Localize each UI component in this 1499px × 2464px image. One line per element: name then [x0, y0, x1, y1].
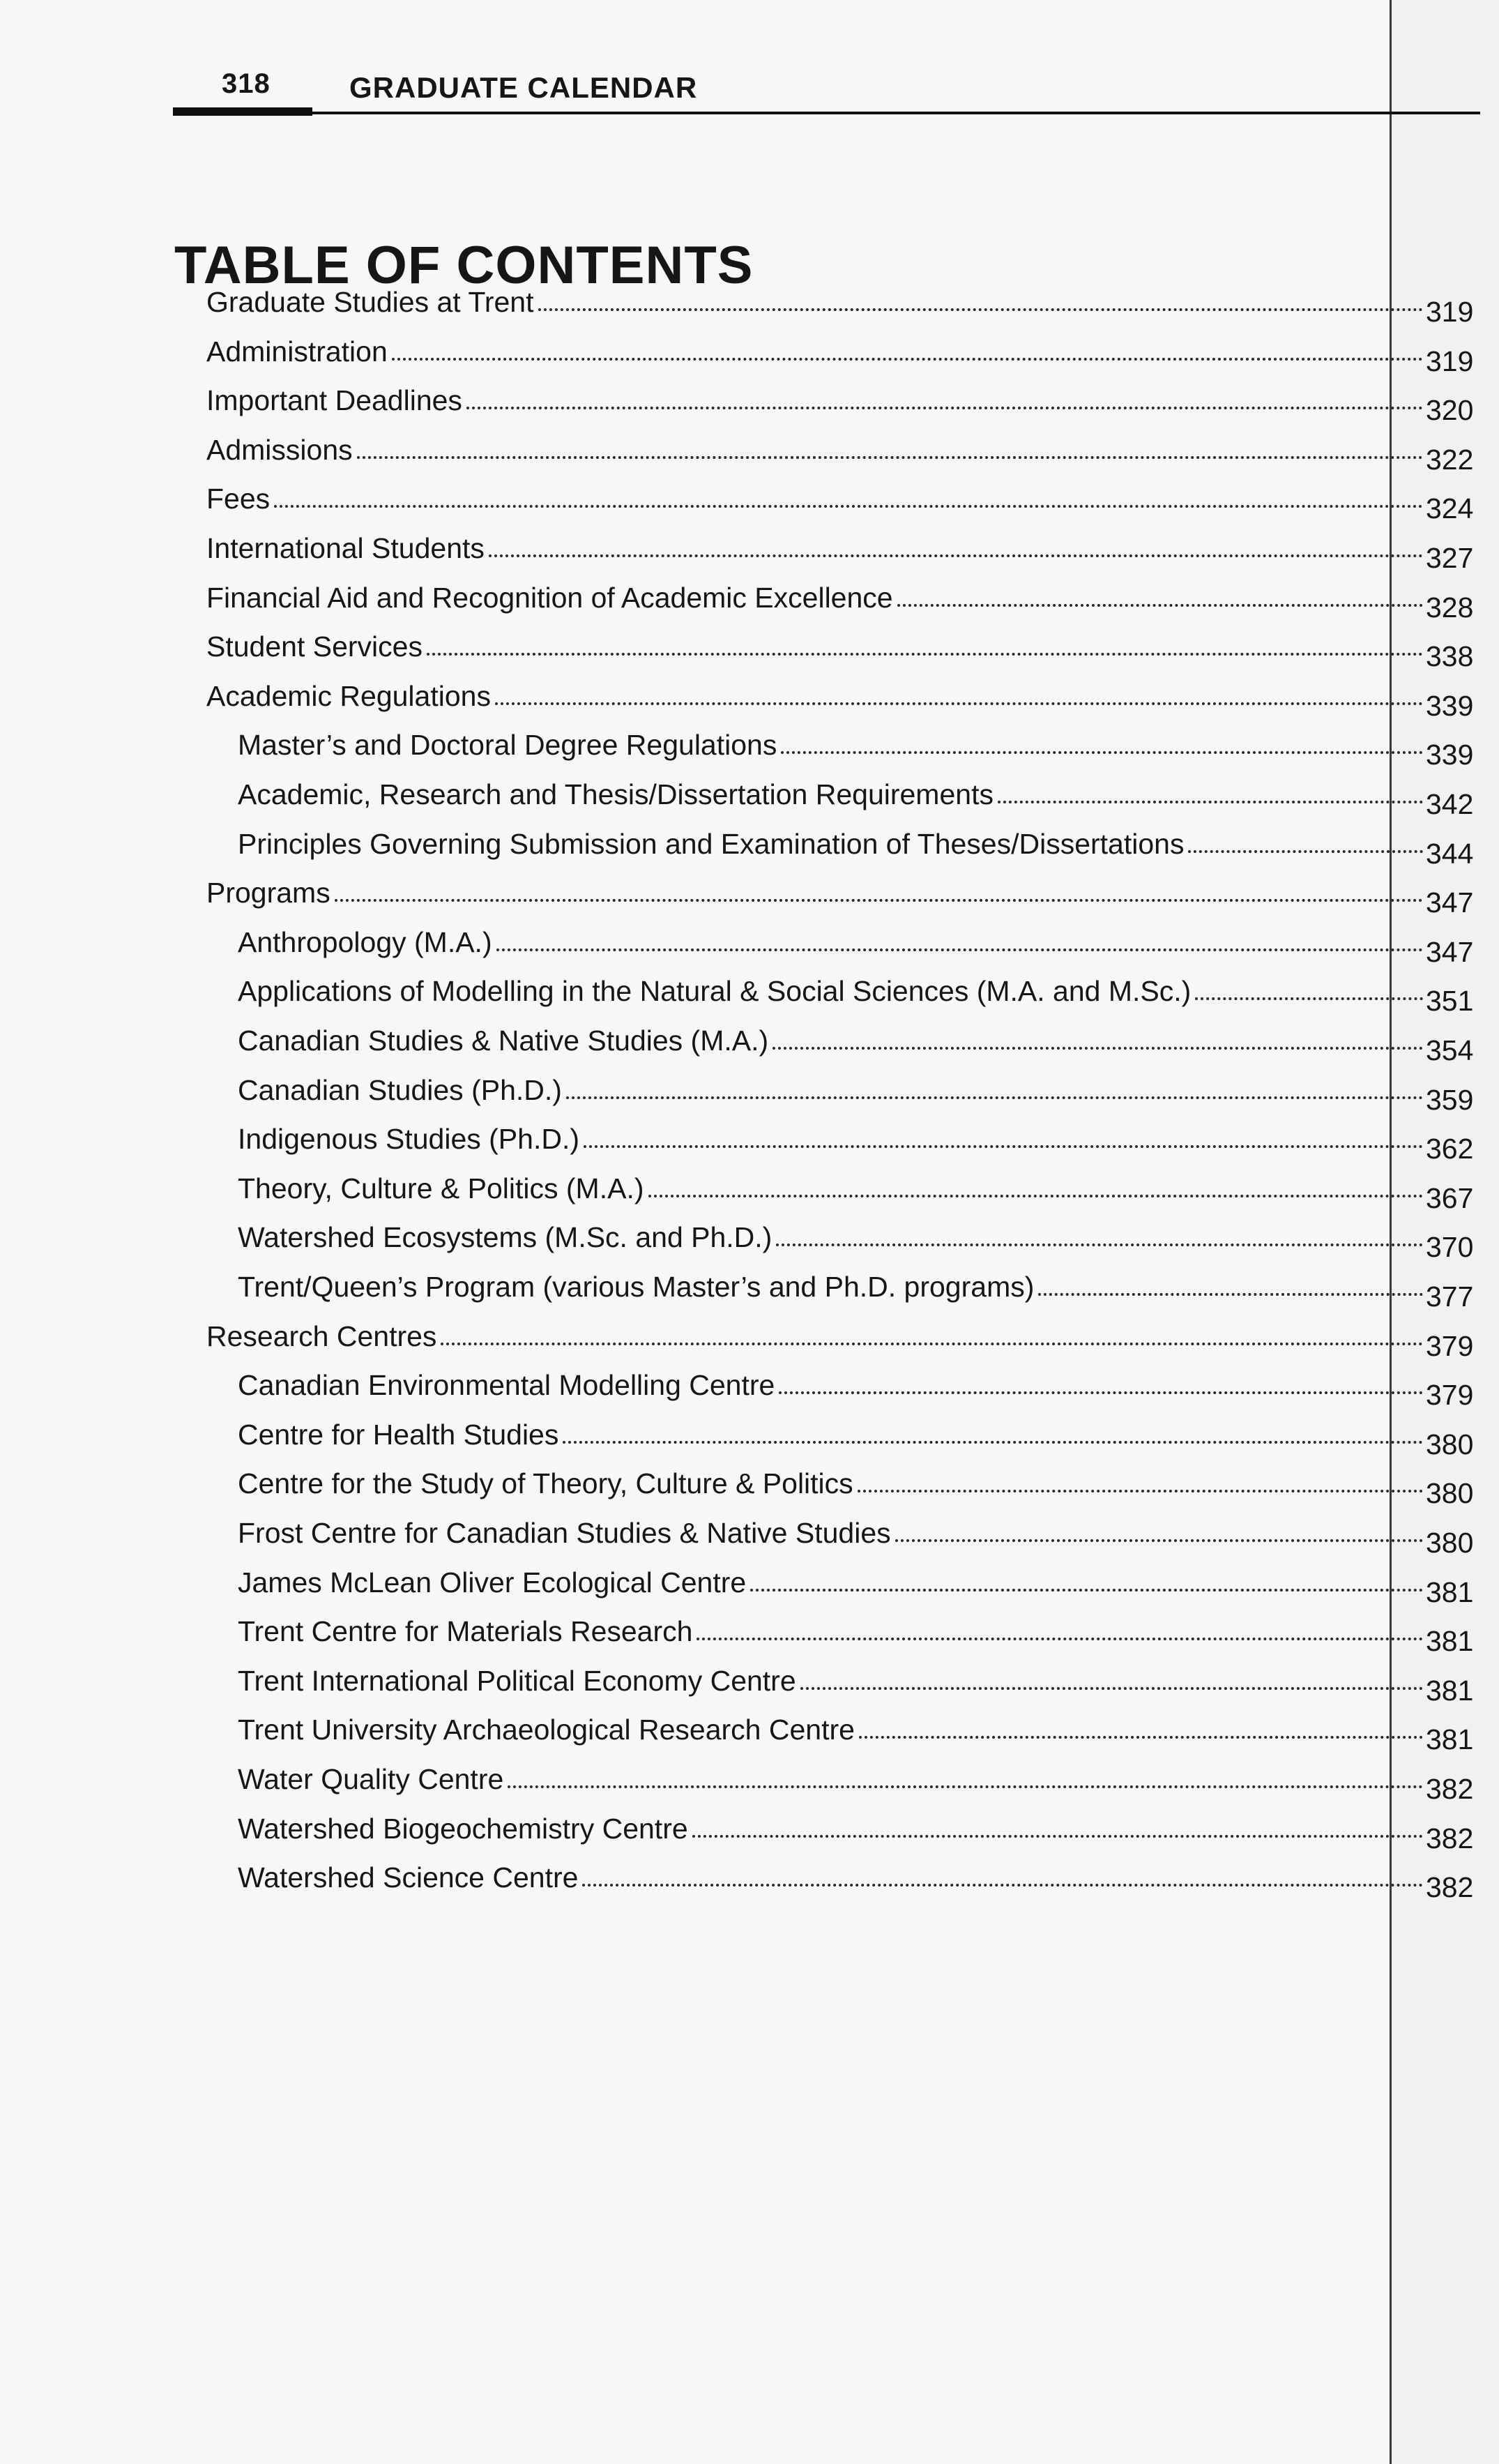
toc-entry	[238, 962, 1482, 1018]
toc-entry	[238, 1701, 1482, 1756]
toc-entry-title: Financial Aid and Recognition of Academic Excellence	[206, 581, 893, 614]
toc-entry-title: Trent International Political Economy Centre	[238, 1664, 796, 1697]
dot-leader	[489, 554, 1423, 557]
header-running-title: GRADUATE CALENDAR	[349, 71, 698, 104]
toc-entry-title: Anthropology (M.A.)	[238, 925, 492, 958]
toc-entry-title: Administration	[206, 335, 388, 368]
toc-entry	[238, 1800, 1482, 1854]
dot-leader	[897, 604, 1423, 607]
dot-leader	[495, 702, 1423, 705]
toc-entry-page-number: 381	[1426, 1674, 1474, 1707]
toc-entry-page-number: 359	[1426, 1083, 1474, 1116]
toc-entry-title: Watershed Biogeochemistry Centre	[238, 1812, 688, 1845]
toc-entry	[206, 520, 1482, 574]
dot-leader	[274, 505, 1423, 508]
toc-entry	[206, 569, 1482, 623]
toc-entry-page-number: 347	[1426, 886, 1474, 919]
toc-entry-page-number: 380	[1426, 1527, 1474, 1559]
toc-entry-page-number: 344	[1426, 837, 1474, 870]
toc-entry-page-number: 351	[1426, 985, 1474, 1018]
dot-leader	[858, 1490, 1423, 1492]
toc-entry	[206, 667, 1482, 722]
toc-entry	[206, 470, 1482, 525]
toc-entry	[238, 1652, 1482, 1707]
toc-entry-title: Academic, Research and Thesis/Dissertation Requirements	[238, 778, 994, 810]
dot-leader	[750, 1589, 1423, 1592]
dot-leader	[998, 801, 1423, 803]
toc-entry-page-number: 382	[1426, 1822, 1474, 1854]
toc-entry-page-number: 338	[1426, 640, 1474, 673]
dot-leader	[496, 948, 1423, 951]
toc-entry	[238, 1455, 1482, 1510]
toc-entry-title: Water Quality Centre	[238, 1763, 504, 1795]
toc-entry-page-number: 381	[1426, 1723, 1474, 1756]
toc-entry-page-number: 347	[1426, 935, 1474, 968]
dot-leader	[1195, 997, 1423, 1000]
toc-entry-title: Frost Centre for Canadian Studies & Native Studies	[238, 1517, 891, 1549]
toc-entry-title: Centre for the Study of Theory, Culture & Politics	[238, 1467, 853, 1500]
dot-leader	[895, 1539, 1423, 1542]
dot-leader	[800, 1687, 1423, 1690]
toc-entry-page-number: 319	[1426, 296, 1474, 328]
toc-entry-page-number: 382	[1426, 1871, 1474, 1904]
toc-entry	[206, 1308, 1482, 1362]
toc-entry	[238, 1406, 1482, 1460]
toc-entry-page-number: 367	[1426, 1181, 1474, 1214]
toc-entry-title: Fees	[206, 483, 271, 515]
toc-entry-title: Theory, Culture & Politics (M.A.)	[238, 1172, 644, 1204]
header-page-number: 318	[222, 68, 271, 99]
toc-entry-title: Canadian Environmental Modelling Centre	[238, 1369, 775, 1402]
toc-entry	[206, 421, 1482, 476]
toc-entry	[238, 1258, 1482, 1313]
dot-leader	[781, 751, 1423, 754]
toc-entry-title: Watershed Science Centre	[238, 1861, 579, 1894]
toc-entry-title: Canadian Studies & Native Studies (M.A.)	[238, 1025, 769, 1057]
toc-entry	[238, 914, 1482, 968]
toc-entry-page-number: 381	[1426, 1625, 1474, 1658]
toc-entry-page-number: 322	[1426, 443, 1474, 476]
toc-entry-title: Academic Regulations	[206, 679, 491, 712]
dot-leader	[648, 1195, 1424, 1197]
toc-entry	[238, 1356, 1482, 1412]
toc-entry-title: Admissions	[206, 433, 353, 466]
toc-entry-title: Principles Governing Submission and Examination of Theses/Dissertations	[238, 827, 1185, 860]
toc-entry-title: Indigenous Studies (Ph.D.)	[238, 1123, 579, 1156]
toc-entry	[238, 716, 1482, 771]
toc-entry-title: Master’s and Doctoral Degree Regulations	[238, 729, 777, 762]
dot-leader	[779, 1391, 1423, 1394]
toc-entry	[238, 815, 1482, 870]
toc-entry	[238, 1554, 1482, 1608]
toc-entry	[238, 1751, 1482, 1805]
toc-entry-title: Centre for Health Studies	[238, 1418, 559, 1451]
toc-entry	[206, 372, 1482, 427]
toc-entry-title: Important Deadlines	[206, 384, 462, 417]
toc-entry	[238, 1603, 1482, 1658]
toc-entry	[238, 1061, 1482, 1116]
toc-entry-page-number: 324	[1426, 492, 1474, 525]
dot-leader	[1038, 1293, 1423, 1296]
dot-leader	[538, 308, 1424, 311]
dot-leader	[584, 1145, 1423, 1148]
toc-entry-title: Trent Centre for Materials Research	[238, 1615, 693, 1648]
dot-leader	[566, 1096, 1423, 1099]
toc-entry-page-number: 354	[1426, 1034, 1474, 1066]
toc-entry-page-number: 377	[1426, 1280, 1474, 1313]
header-thick-rule	[173, 107, 312, 116]
dot-leader	[776, 1244, 1423, 1246]
toc-entry-title: Student Services	[206, 630, 423, 663]
toc-entry-page-number: 379	[1426, 1379, 1474, 1412]
toc-entry-page-number: 319	[1426, 345, 1474, 377]
toc-entry-page-number: 328	[1426, 591, 1474, 623]
toc-entry	[206, 864, 1482, 919]
page-title: TABLE OF CONTENTS	[174, 235, 754, 295]
dot-leader	[563, 1441, 1423, 1444]
dot-leader	[773, 1047, 1423, 1050]
dot-leader	[392, 358, 1423, 361]
toc-entry-title: Programs	[206, 877, 330, 909]
dot-leader	[427, 653, 1423, 656]
toc-entry-page-number: 362	[1426, 1133, 1474, 1165]
toc-entry	[238, 1012, 1482, 1066]
running-header	[173, 68, 1480, 124]
toc-entry-page-number: 342	[1426, 788, 1474, 820]
toc-entry-page-number: 380	[1426, 1477, 1474, 1510]
toc-entry	[206, 323, 1482, 377]
dot-leader	[692, 1835, 1423, 1838]
toc-entry-page-number: 381	[1426, 1575, 1474, 1608]
dot-leader	[441, 1343, 1423, 1345]
toc-entry-page-number: 380	[1426, 1428, 1474, 1460]
toc-entry	[238, 1504, 1482, 1559]
dot-leader	[1188, 850, 1423, 853]
toc-entry	[206, 273, 1482, 328]
dot-leader	[582, 1884, 1423, 1887]
dot-leader	[508, 1785, 1423, 1788]
toc-entry-page-number: 339	[1426, 689, 1474, 722]
dot-leader	[357, 456, 1423, 459]
toc-entry-title: Watershed Ecosystems (M.Sc. and Ph.D.)	[238, 1221, 773, 1254]
dot-leader	[466, 407, 1423, 409]
toc-entry-page-number: 379	[1426, 1329, 1474, 1362]
toc-entry-title: Graduate Studies at Trent	[206, 286, 534, 318]
toc-entry-title: Research Centres	[206, 1320, 437, 1352]
toc-entry	[238, 1209, 1482, 1264]
dot-leader	[859, 1736, 1423, 1739]
toc-entry	[238, 1110, 1482, 1165]
toc-entry-title: Applications of Modelling in the Natural & Social Sciences (M.A. and M.Sc.)	[238, 975, 1192, 1008]
toc-entry-title: Trent University Archaeological Research Centre	[238, 1714, 855, 1746]
dot-leader	[335, 899, 1423, 902]
toc-entry-title: International Students	[206, 532, 485, 564]
toc-entry-title: James McLean Oliver Ecological Centre	[238, 1566, 747, 1598]
toc-entry-page-number: 370	[1426, 1231, 1474, 1264]
toc-entry-page-number: 320	[1426, 394, 1474, 427]
toc-entry	[238, 1849, 1482, 1904]
toc-entry-title: Trent/Queen’s Program (various Master’s and Ph.D. programs)	[238, 1271, 1035, 1303]
toc-entry	[238, 766, 1482, 820]
toc-entry-page-number: 382	[1426, 1773, 1474, 1805]
header-thin-rule	[312, 112, 1480, 114]
dot-leader	[697, 1638, 1423, 1640]
toc-entry-page-number: 327	[1426, 542, 1474, 574]
toc-entry-title: Canadian Studies (Ph.D.)	[238, 1073, 562, 1106]
toc-entry	[206, 618, 1482, 673]
toc-entry-page-number: 339	[1426, 739, 1474, 771]
toc-entry	[238, 1160, 1482, 1214]
